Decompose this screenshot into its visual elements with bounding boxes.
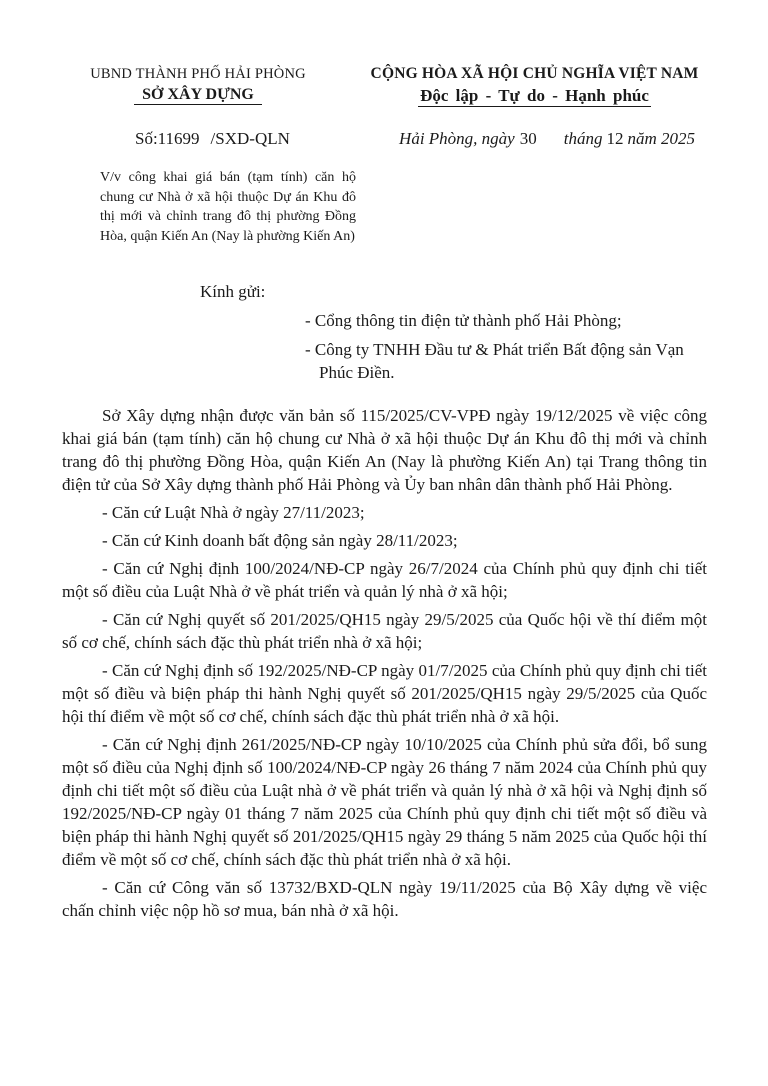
body-paragraph: - Căn cứ Công văn số 13732/BXD-QLN ngày 19/11/2025 của Bộ Xây dựng về việc chấn chỉnh việc nộp hồ sơ mua, bán nhà ở xã hội. [62, 878, 707, 920]
body-paragraph: - Căn cứ Nghị định 261/2025/NĐ-CP ngày 10/10/2025 của Chính phủ sửa đổi, bổ sung một số điều của Nghị định số 100/2024/NĐ-CP ngày 26 tháng 7 năm 2024 của Chính phủ quy định chi tiết một số điều của Luật nhà ở về phát triển và quản lý nhà ở xã hội và Nghị định số 192/2025/NĐ-CP ngày 01 tháng 7 năm 2025 của Chính phủ quy định chi tiết một số điều và biện pháp thi hành Nghị quyết số 201/2025/QH15 ngày 29 tháng 5 năm 2025 của Quốc hội thí điểm về một số cơ chế, chính sách đặc thù phát triển nhà ở xã hội. [62, 735, 707, 869]
date-day: 30 [519, 129, 537, 148]
date-year: năm 2025 [627, 129, 695, 148]
document-number-label: Số:11699 [135, 129, 200, 148]
date-line [399, 129, 707, 149]
department-name: SỞ XÂY DỰNG [62, 84, 334, 105]
subject-line: V/v công khai giá bán (tạm tính) căn hộ chung cư Nhà ở xã hội thuộc Dự án Khu đô thị mới và chỉnh trang đô thị phường Đồng Hòa, quận Kiến An (Nay là phường Kiến An) [100, 170, 356, 244]
parent-agency-name: UBND THÀNH PHỐ HẢI PHÒNG [90, 66, 306, 82]
national-title: CỘNG HÒA XÃ HỘI CHỦ NGHĨA VIỆT NAM [370, 65, 699, 82]
letterhead [62, 64, 707, 107]
recipient-item: - Công ty TNHH Đầu tư & Phát triển Bất động sản Vạn Phúc Điền. [305, 340, 684, 382]
body-paragraph: Sở Xây dựng nhận được văn bản số 115/2025/CV-VPĐ ngày 19/12/2025 về việc công khai giá bán (tạm tính) căn hộ chung cư Nhà ở xã hội thuộc Dự án Khu đô thị mới và chỉnh trang đô thị phường Đồng Hòa, quận Kiến An (Nay là phường Kiến An) tại Trang thông tin điện tử của Sở Xây dựng thành phố Hải Phòng và Ủy ban nhân dân thành phố Hải Phòng. [62, 406, 707, 494]
body-paragraph: - Căn cứ Kinh doanh bất động sản ngày 28/11/2023; [102, 531, 458, 550]
body-paragraph: - Căn cứ Nghị quyết số 201/2025/QH15 ngày 29/5/2025 của Quốc hội về thí điểm một số cơ chế, chính sách đặc thù phát triển nhà ở xã hội; [62, 610, 707, 652]
date-place: Hải Phòng, ngày [399, 129, 515, 148]
date-month-label: tháng [563, 129, 603, 148]
recipient-item: - Cổng thông tin điện tử thành phố Hải Phòng; [305, 311, 622, 330]
letter-body [62, 404, 707, 922]
body-paragraph: - Căn cứ Nghị định số 192/2025/NĐ-CP ngày 01/7/2025 của Chính phủ quy định chi tiết một số điều và biện pháp thi hành Nghị quyết số 201/2025/QH15 ngày 29/5/2025 của Quốc hội thí điểm về một số cơ chế, chính sách đặc thù phát triển nhà ở xã hội. [62, 661, 707, 726]
body-paragraph: - Căn cứ Nghị định 100/2024/NĐ-CP ngày 26/7/2024 của Chính phủ quy định chi tiết một số điều của Luật Nhà ở về phát triển và quản lý nhà ở xã hội; [62, 559, 707, 601]
date-month: 12 [606, 129, 624, 148]
national-motto: Độc lập - Tự do - Hạnh phúc [420, 86, 649, 105]
document-number-suffix: /SXD-QLN [210, 129, 290, 148]
issuing-agency-block [62, 64, 334, 105]
national-header-block [334, 64, 707, 107]
recipient-list [305, 309, 711, 384]
salutation-label: Kính gửi: [200, 282, 266, 301]
doc-meta-row [62, 129, 707, 149]
document-number [135, 129, 290, 149]
body-paragraph: - Căn cứ Luật Nhà ở ngày 27/11/2023; [102, 503, 365, 522]
